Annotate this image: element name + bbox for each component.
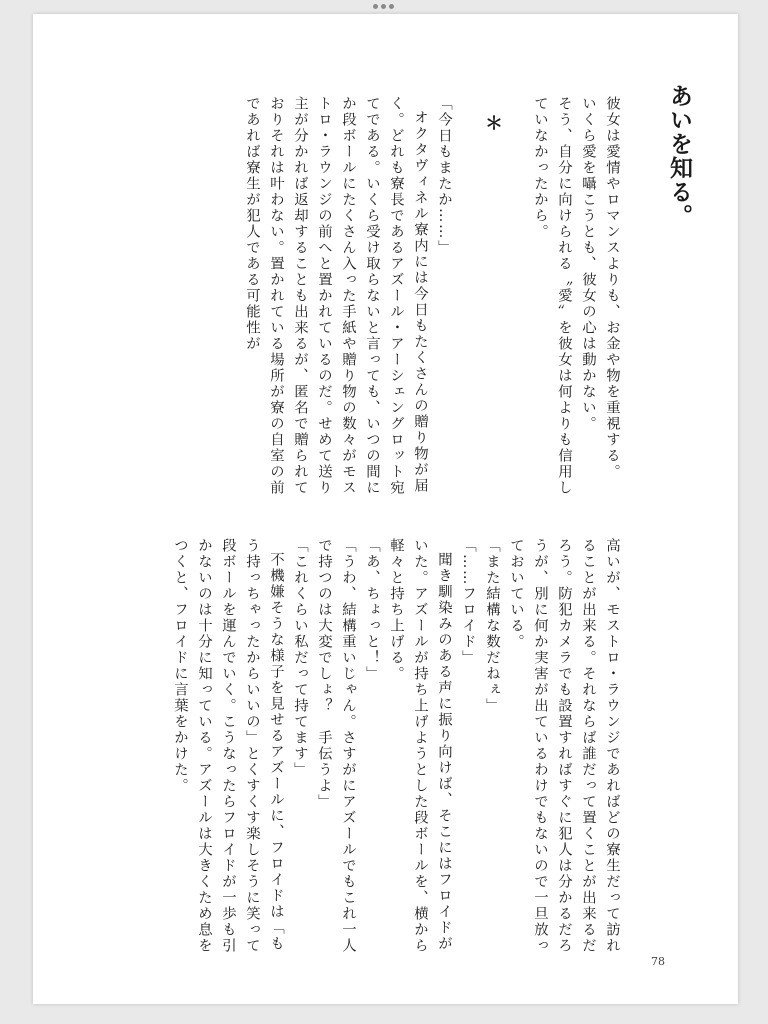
handle-dot bbox=[381, 4, 386, 9]
paragraph: 「また結構な数だねぇ」 bbox=[484, 538, 500, 714]
paragraph: 「今日もまたか……」 bbox=[436, 96, 452, 256]
paragraph: そう、自分に向けられる〝愛〟を彼女は何よりも信用していなかったから。 bbox=[532, 96, 572, 496]
paragraph: 高いが、モストロ・ラウンジであればどの寮生だって訪れることが出来る。それならば誰だって置くことが出来るだろう。防犯カメラでも設置すればすぐに犯人は分かるだろうが、別に何か実害が出ているわけでもないので一旦放っておいている。 bbox=[508, 538, 620, 954]
paragraph: オクタヴィネル寮内には今日もたくさんの贈り物が届く。どれも寮長であるアズール・アーシェングロット宛てである。いくら受け取らないと言っても、いつの間にか段ボールにたくさん入った手紙や贈り物の数々がモストロ・ラウンジの前へと置かれているのだ。せめて送り主が分かれば返却することも出来るが、匿名で贈られておりそれは叶わない。置かれている場所が寮の自室の前であれば寮生が犯人である可能性が bbox=[244, 96, 428, 496]
paragraph: 「あ、ちょっと！」 bbox=[364, 538, 380, 682]
chapter-title: あいを知る。 bbox=[666, 84, 693, 228]
paragraph: いくら愛を囁こうとも、彼女の心は動かない。 bbox=[580, 96, 596, 432]
paragraph: 不機嫌そうな様子を見せるアズールに、フロイドは「もう持っちゃったからいいの」とくすくす楽しそうに笑って段ボールを運んでいく。こうなったらフロイドが一歩も引かないのは十分に知っている。アズールは大きくため息をつくと、フロイドに言葉をかけた。 bbox=[172, 538, 284, 954]
section-break-asterisk: ＊ bbox=[482, 114, 503, 134]
lower-text-block bbox=[172, 538, 624, 958]
paragraph: 「これくらい私だって持てます」 bbox=[292, 538, 308, 778]
paragraph: 「うわ、結構重いじゃん。さすがにアズールでもこれ一人で持つのは大変でしょ？ 手伝うよ」 bbox=[316, 538, 356, 954]
blank-line bbox=[504, 96, 528, 506]
paragraph: 聞き馴染みのある声に振り向けば、そこにはフロイドがいた。アズールが持ち上げようとした段ボールを、横から軽々と持ち上げる。 bbox=[388, 538, 452, 954]
upper-text-block bbox=[198, 96, 624, 506]
book-page[interactable] bbox=[33, 14, 738, 1004]
window-drag-handle[interactable] bbox=[373, 4, 394, 9]
page-number: 78 bbox=[651, 955, 665, 968]
handle-dot bbox=[389, 4, 394, 9]
handle-dot bbox=[373, 4, 378, 9]
blank-line bbox=[456, 96, 480, 506]
paragraph: 「……フロイド」 bbox=[460, 538, 476, 666]
paragraph: 彼女は愛情やロマンスよりも、お金や物を重視する。 bbox=[604, 96, 620, 480]
